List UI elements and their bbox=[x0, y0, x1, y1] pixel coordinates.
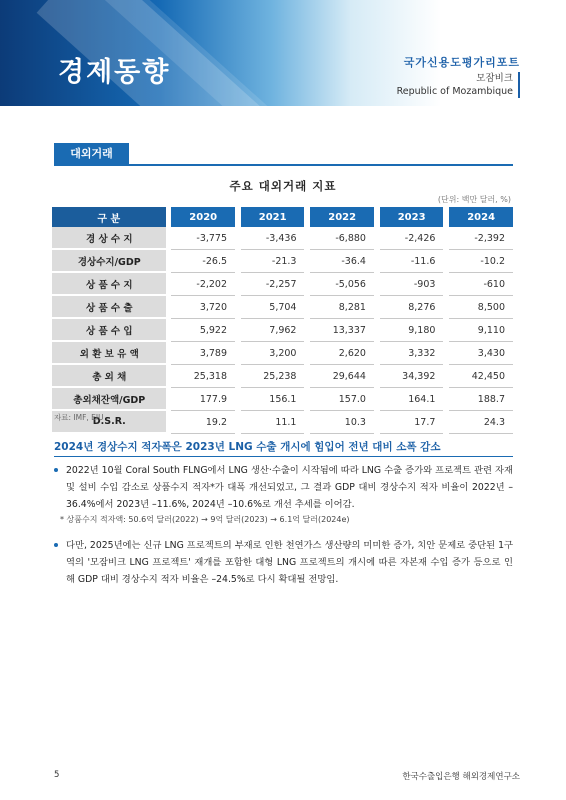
table-row bbox=[52, 319, 513, 342]
indicator-table bbox=[52, 207, 513, 434]
page-title: 경제동향 bbox=[58, 57, 171, 88]
country-name-en: Republic of Mozambique bbox=[396, 86, 513, 97]
table-header-row bbox=[52, 207, 513, 227]
table-cell: 3,789 bbox=[171, 342, 235, 365]
table-row bbox=[52, 273, 513, 296]
table-cell: 19.2 bbox=[171, 411, 235, 434]
table-cell: -6,880 bbox=[310, 227, 374, 250]
table-cell: -11.6 bbox=[380, 250, 444, 273]
table-cell: -2,202 bbox=[171, 273, 235, 296]
table-cell: -2,392 bbox=[449, 227, 513, 250]
row-label: D.S.R. bbox=[52, 411, 166, 434]
country-name-ko: 모잠비크 bbox=[476, 73, 513, 84]
table-cell: 3,200 bbox=[241, 342, 305, 365]
table-cell: 2,620 bbox=[310, 342, 374, 365]
table-cell: 17.7 bbox=[380, 411, 444, 434]
table-cell: 8,500 bbox=[449, 296, 513, 319]
table-cell: 9,110 bbox=[449, 319, 513, 342]
table-cell: -36.4 bbox=[310, 250, 374, 273]
year-header: 2020 bbox=[171, 207, 235, 227]
table-row bbox=[52, 250, 513, 273]
table-cell: -2,426 bbox=[380, 227, 444, 250]
header-label-cell: 구 분 bbox=[52, 207, 166, 227]
table-cell: 177.9 bbox=[171, 388, 235, 411]
row-label: 경상수지/GDP bbox=[52, 250, 166, 273]
table-cell: 13,337 bbox=[310, 319, 374, 342]
table-cell: -3,775 bbox=[171, 227, 235, 250]
section-headline: 2024년 경상수지 적자폭은 2023년 LNG 수출 개시에 힘입어 전년 대비 소폭 감소 bbox=[54, 441, 441, 453]
table-cell: -21.3 bbox=[241, 250, 305, 273]
row-label: 총외채잔액/GDP bbox=[52, 388, 166, 411]
bullet-paragraph bbox=[54, 537, 513, 588]
year-header: 2022 bbox=[310, 207, 374, 227]
row-label: 총 외 채 bbox=[52, 365, 166, 388]
footnote: * 상품수지 적자액: 50.6억 달러(2022) → 9억 달러(2023) → 6.1억 달러(2024e) bbox=[60, 515, 350, 524]
country-divider bbox=[518, 72, 520, 98]
table-cell: 164.1 bbox=[380, 388, 444, 411]
table-cell: 8,281 bbox=[310, 296, 374, 319]
table-cell: 25,318 bbox=[171, 365, 235, 388]
table-cell: -5,056 bbox=[310, 273, 374, 296]
table-cell: 11.1 bbox=[241, 411, 305, 434]
table-cell: 9,180 bbox=[380, 319, 444, 342]
table-cell: 156.1 bbox=[241, 388, 305, 411]
section-underline bbox=[54, 164, 513, 166]
table-cell: 42,450 bbox=[449, 365, 513, 388]
table-cell: 10.3 bbox=[310, 411, 374, 434]
table-cell: 3,430 bbox=[449, 342, 513, 365]
year-header: 2024 bbox=[449, 207, 513, 227]
table-row bbox=[52, 388, 513, 411]
table-cell: 8,276 bbox=[380, 296, 444, 319]
table-row bbox=[52, 365, 513, 388]
table-cell: 157.0 bbox=[310, 388, 374, 411]
table-cell: -26.5 bbox=[171, 250, 235, 273]
table-cell: -2,257 bbox=[241, 273, 305, 296]
headline-divider bbox=[54, 456, 513, 457]
table-cell: 5,704 bbox=[241, 296, 305, 319]
row-label: 상 품 수 입 bbox=[52, 319, 166, 342]
table-cell: 34,392 bbox=[380, 365, 444, 388]
table-source: 자료: IMF, EIU bbox=[54, 413, 104, 422]
section-tab: 대외거래 bbox=[54, 143, 129, 165]
table-row bbox=[52, 342, 513, 365]
table-row bbox=[52, 296, 513, 319]
bullet-text: 다만, 2025년에는 신규 LNG 프로젝트의 부재로 인한 천연가스 생산량의 미미한 증가, 치안 문제로 중단된 1구역의 '모잠비크 LNG 프로젝트' 재개를 포함한 대형 LNG 프로젝트의 개시에 따른 자본재 수입 증가 등으로 인해 GDP 대비 경상수지 적자 비율은 –24.5%로 다시 확대될 전망임. bbox=[66, 540, 513, 585]
table-unit: (단위: 백만 달러, %) bbox=[437, 195, 511, 204]
table-row bbox=[52, 227, 513, 250]
publisher-name: 한국수출입은행 해외경제연구소 bbox=[402, 772, 520, 782]
bullet-icon bbox=[54, 468, 58, 472]
table-cell: -610 bbox=[449, 273, 513, 296]
bullet-icon bbox=[54, 543, 58, 547]
page-number: 5 bbox=[54, 770, 60, 780]
table-cell: -3,436 bbox=[241, 227, 305, 250]
table-cell: -903 bbox=[380, 273, 444, 296]
report-name: 국가신용도평가리포트 bbox=[403, 56, 520, 69]
row-label: 상 품 수 출 bbox=[52, 296, 166, 319]
table-cell: 29,644 bbox=[310, 365, 374, 388]
table-cell: 5,922 bbox=[171, 319, 235, 342]
country-label bbox=[397, 72, 513, 98]
table-cell: 3,720 bbox=[171, 296, 235, 319]
table-cell: 25,238 bbox=[241, 365, 305, 388]
row-label: 외 환 보 유 액 bbox=[52, 342, 166, 365]
table-cell: 188.7 bbox=[449, 388, 513, 411]
bullet-paragraph bbox=[54, 462, 513, 513]
table-cell: 24.3 bbox=[449, 411, 513, 434]
row-label: 경 상 수 지 bbox=[52, 227, 166, 250]
row-label: 상 품 수 지 bbox=[52, 273, 166, 296]
bullet-text: 2022년 10월 Coral South FLNG에서 LNG 생산·수출이 시작됨에 따라 LNG 수출 증가와 프로젝트 관련 자재 및 설비 수입 감소로 상품수지 적자*가 대폭 개선되었고, 그 결과 GDP 대비 경상수지 적자 비율이 2022년 –36.4%에서 2023년 –11.6%, 2024년 –10.6%로 개선 추세를 이어감. bbox=[66, 465, 513, 510]
table-cell: 3,332 bbox=[380, 342, 444, 365]
table-row bbox=[52, 411, 513, 434]
year-header: 2021 bbox=[241, 207, 305, 227]
table-cell: -10.2 bbox=[449, 250, 513, 273]
year-header: 2023 bbox=[380, 207, 444, 227]
table-cell: 7,962 bbox=[241, 319, 305, 342]
table-title: 주요 대외거래 지표 bbox=[229, 179, 337, 193]
